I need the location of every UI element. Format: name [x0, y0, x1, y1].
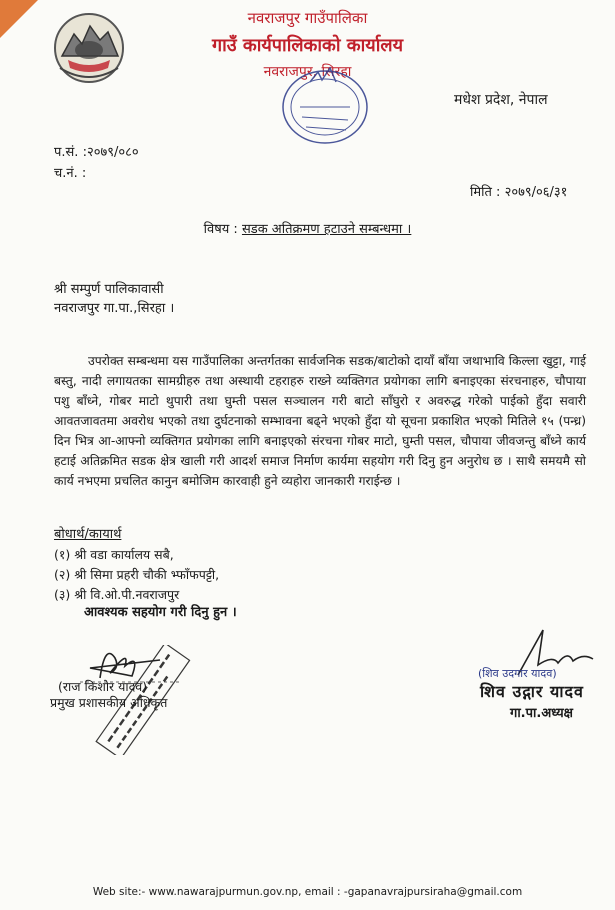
office-name: गाउँ कार्यपालिकाको कार्यालय: [211, 35, 404, 56]
body-paragraph: उपरोक्त सम्बन्धमा यस गाउँपालिका अन्तर्गतका सार्वजनिक सडक/बाटोको दायाँ बाँया जथाभावि किल्ला खुट्टा, गाई बस्तु, नादी लगायतका सामग्रीहरु तथा अस्थायी टहराहरु राख्ने व्यक्तिगत प्रयोगका लागि बनाइएका संरचनाहरु, चौपाया पशु बाँध्ने, गोबर माटो थुपारी तथा घुम्ती पसल सञ्चालन गरी बाटो साँघुरो र अवरुद्ध गरेको पाईको हुँदा सवारी आवतजावतमा अवरोध भएको तथा दुर्घटनाको सम्भावना बढ्ने भएको हुँदा यो सूचना प्रकाशित भएको मितिले १५ (पन्ध्र) दिन भित्र आ-आफ्नो व्यक्तिगत प्रयोगका लागि बनाइएको संरचना गोबर माटो, घुम्ती पसल, चौपाया जीवजन्तु बाँध्ने कार्य हटाई अतिक्रमित सडक क्षेत्र खाली गरी आदर्श समाज निर्माण कार्यमा सहयोग गरी दिनु हुन अनुरोध छ । साथै समयमै सो कार्य नभएमा प्रचलित कानुन बमोजिम कारवाही हुने व्यहोरा जानकारी गराईन्छ ।: [54, 354, 586, 488]
province-country: मधेश प्रदेश, नेपाल: [454, 92, 548, 108]
signatory-right-name-small: (शिव उदगार यादव): [478, 667, 557, 680]
cc-note: आवश्यक सहयोग गरी दिनु हुन ।: [84, 605, 237, 620]
letter-date: मिति : २०७९/०६/३१: [470, 185, 568, 200]
signatory-left-title: प्रमुख प्रशासकीय अधिकृत: [50, 695, 168, 710]
subject-text: सडक अतिक्रमण हटाउने सम्बन्धमा ।: [241, 222, 412, 237]
cc-item: (१) श्री वडा कार्यालय सबै,: [54, 547, 174, 562]
signatory-right-name: शिव उद्गार यादव: [480, 682, 584, 701]
signatory-right-title: गा.पा.अध्यक्ष: [510, 706, 573, 721]
office-address: नवराजपुर, सिरहा: [263, 64, 352, 80]
subject-line: [0, 219, 615, 237]
cc-item: (२) श्री सिमा प्रहरी चौकी भ्फाँफपट्टी,: [54, 567, 220, 582]
footer-contact: Web site:- www.nawarajpurmun.gov.np, email : -gapanavrajpursiraha@gmail.com: [92, 886, 523, 898]
cc-item: (३) श्री वि.ओ.पी.नवराजपुर: [54, 587, 180, 602]
subject-label: विषय :: [203, 222, 238, 237]
letter-body: [54, 351, 586, 491]
patra-sankhya: प.सं. :२०७९/०८०: [54, 145, 139, 160]
cc-heading: बोधार्थ/कायार्थ: [54, 527, 122, 542]
signatory-left-name: (राज किशोर यादव): [58, 679, 148, 694]
chalani-number: च.नं. :: [54, 166, 87, 181]
recipient-line-1: श्री सम्पुर्ण पालिकावासी: [54, 282, 164, 297]
recipient-line-2: नवराजपुर गा.पा.,सिरहा ।: [54, 301, 175, 316]
office-stamp-icon: [270, 62, 380, 152]
municipality-name: नवराजपुर गाउँपालिका: [247, 9, 368, 27]
